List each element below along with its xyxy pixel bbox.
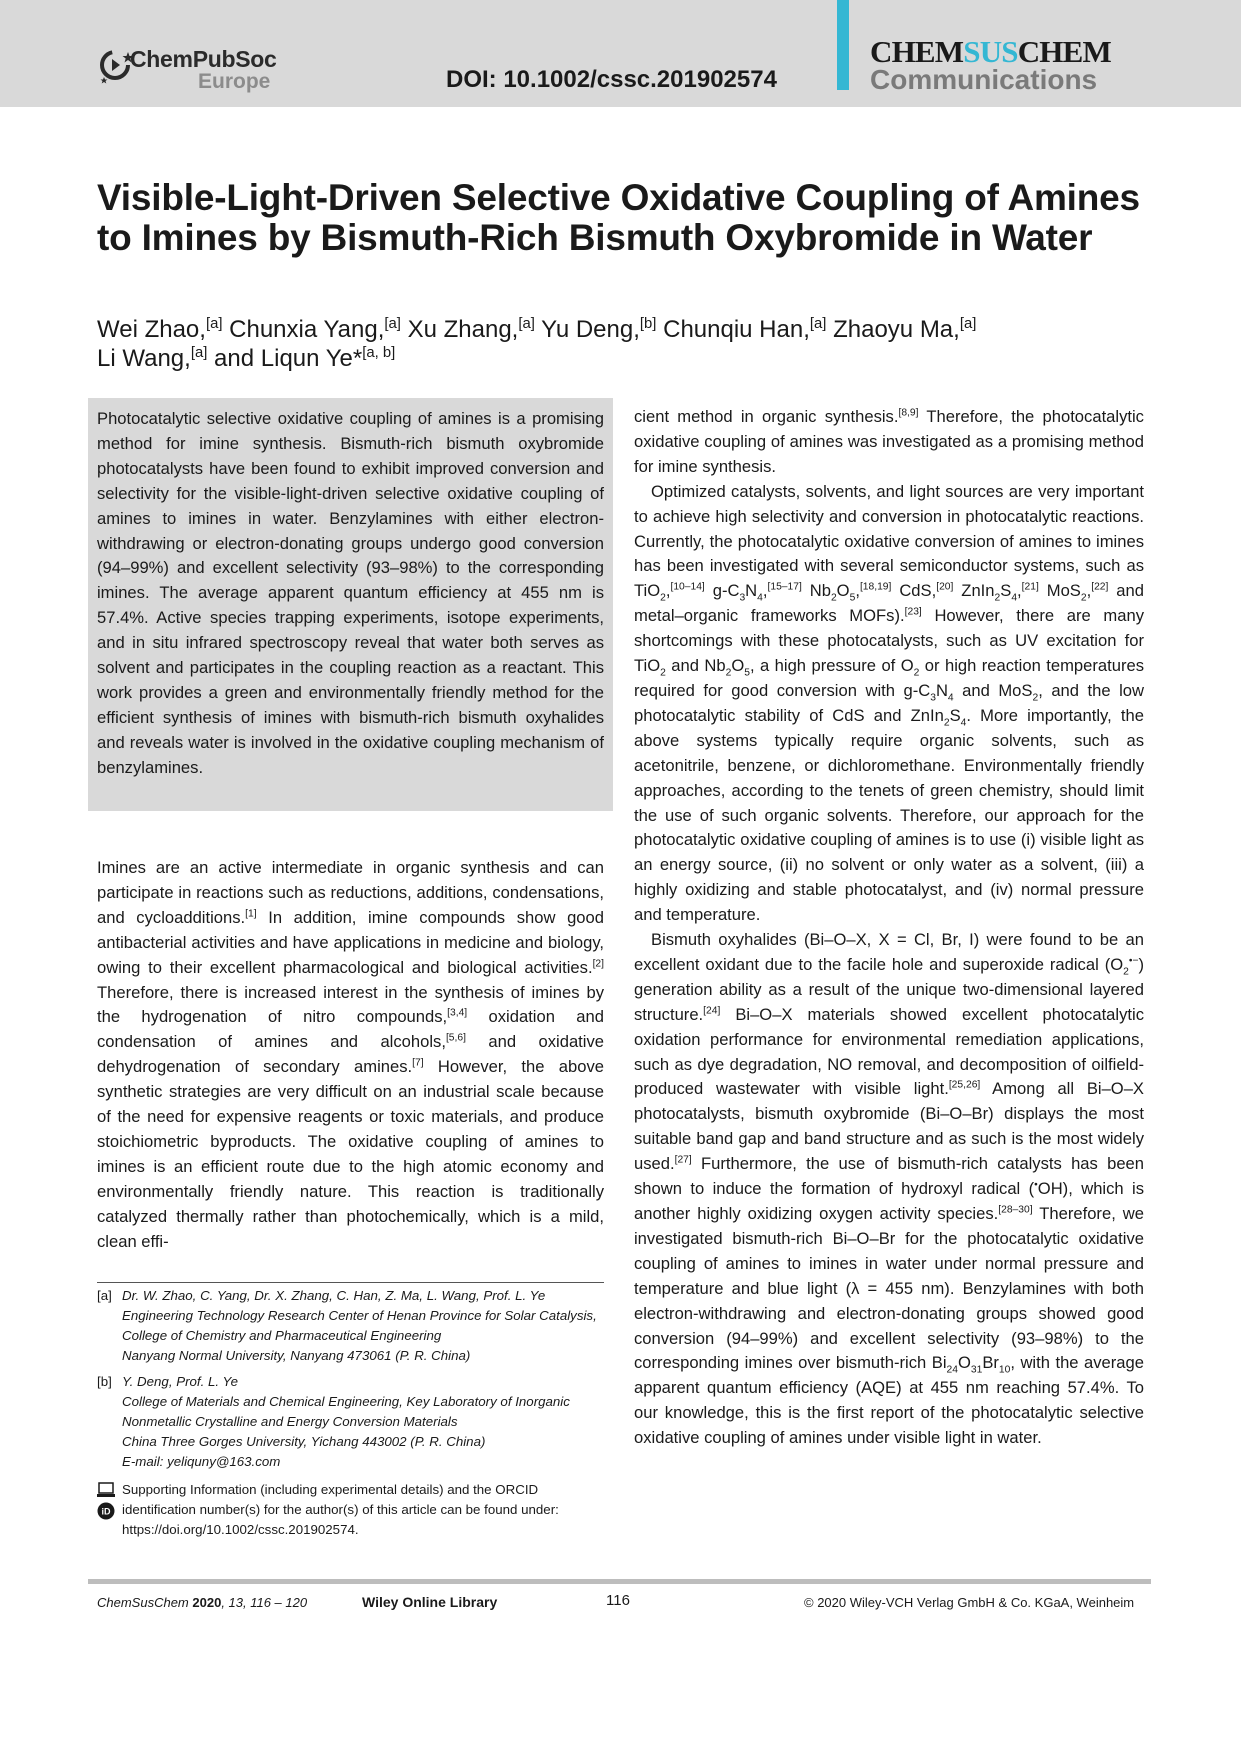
section-label: Communications <box>870 64 1098 95</box>
abstract: Photocatalytic selective oxidative coupling of amines is a promising method for imine synthesis. Bismuth-rich bismuth oxybromide photocatalysts have been found to exhibit improved conversion and selectivity for the visible-light-driven selective oxidative coupling of amines to imines in water. Benzylamines with either electron-withdrawing or electron-donating groups undergo good conversion (94–99%) and excellent selectivity (93–98%) to the corresponding imines. The average apparent quantum efficiency at 455 nm is 57.4%. Active species trapping experiments, isotope experiments, and in situ infrared spectroscopy reveal that water both serves as solvent and participates in the coupling reaction as a reactant. This work provides a green and environmentally friendly method for the efficient synthesis of imines with bismuth-rich bismuth oxyhalides and reveals water is involved in the oxidative coupling mechanism of benzylamines. <box>97 409 604 777</box>
body-paragraph: Imines are an active intermediate in organic synthesis and can participate in reactions such as reductions, additions, condensations, and cycloadditions.[1] In addition, imine compounds show good antibacterial activities and have applications in medicine and biology, owing to their excellent pharmacological and biological activities.[2] Therefore, there is increased interest in the synthesis of imines by the hydrogenation of nitro compounds,[3,4] oxidation and condensation of amines and alcohols,[5,6] and oxidative dehydrogenation of secondary amines.[7] However, the above synthetic strategies are very difficult on an industrial scale because of the need for expensive reagents or toxic materials, and produce stoichiometric byproducts. The oxidative coupling of amines to imines is an efficient route due to the high atomic economy and environmentally friendly nature. This reaction is traditionally catalyzed thermally rather than photochemically, which is a mild, clean effi- <box>97 858 605 1251</box>
accent-bar <box>837 0 849 90</box>
orcid-icon <box>97 1502 115 1520</box>
svg-text:iD: iD <box>101 1506 111 1517</box>
footer-rule <box>88 1579 1151 1584</box>
body-paragraph: Bismuth oxyhalides (Bi–O–X, X = Cl, Br, I) were found to be an excellent oxidant due to the facile hole and superoxide radical $(O_2^{•-})$ generation ability as a result of the unique two-dimensional layered structure.[24] Bi–O–X materials showed excellent photocatalytic oxidation performance for environmental remediation applications, such as dye degradation, NO removal, and decomposition of oilfield-produced wastewater with visible light.[25,26] Among all Bi–O–X photocatalysts, bismuth oxybromide (Bi–O–Br) displays the most suitable band gap and band structure and as such is the most widely used.[27] Furthermore, the use of bismuth-rich catalysts has been shown to induce the formation of hydroxyl radical (•OH), which is another highly oxidizing oxygen activity species.[28–30] Therefore, we investigated bismuth-rich Bi–O–Br for the photocatalytic oxidative coupling of amines to imines in water under normal pressure and temperature and blue light (λ = 455 nm). Benzylamines with both electron-withdrawing and electron-donating groups showed good conversion (94–99%) and excellent selectivity (93–98%) to the corresponding imines over bismuth-rich $Bi_{24}O_{31}Br_{10}$, with the average apparent quantum efficiency (AQE) at 455 nm reaching 57.4%. To our knowledge, this is the first report of the photocatalytic selective oxidative coupling of amines under visible light in water. <box>634 930 1145 1448</box>
author: Zhaoyu Ma,[a] <box>833 316 977 343</box>
author: Wei Zhao,[a] <box>97 316 223 343</box>
author: Yu Deng,[b] <box>541 316 657 343</box>
logo-name: ChemPubSoc <box>130 46 277 72</box>
footer-citation: ChemSusChem 2020, 13, 116 – 120 <box>97 1595 308 1610</box>
logo-sub: Europe <box>198 70 271 93</box>
footnote-b: [b] Y. Deng, Prof. L. Ye College of Materials and Chemical Engineering, Key Laboratory of Inorganic Nonmetallic Crystalline and Energy Conversion Materials China Three Gorges University, Yichang 443002 (P. R. China) E-mail: yeliquny@163.com <box>97 1374 570 1469</box>
footer-copyright: © 2020 Wiley-VCH Verlag GmbH & Co. KGaA, Weinheim <box>804 1595 1135 1610</box>
article-title: Visible-Light-Driven Selective Oxidative Coupling of Amines to Imines by Bismuth-Rich Bismuth Oxybromide in Water <box>97 177 1140 258</box>
supporting-info-note: iD Supporting Information (including experimental details) and the ORCID identification number(s) for the author(s) of this article can be found under: https://doi.org/10.1002/cssc.201902574. <box>97 1480 607 1540</box>
author: Chunqiu Han,[a] <box>663 316 827 343</box>
body-column-left <box>97 856 604 1255</box>
footnote-a: [a] Dr. W. Zhao, C. Yang, Dr. X. Zhang, C. Han, Z. Ma, L. Wang, Prof. L. Ye Engineering Technology Research Center of Henan Province for Solar Catalysis, College of Chemistry and Pharmaceutical Engineering Nanyang Normal University, Nanyang 473061 (P. R. China) <box>97 1288 597 1363</box>
journal-name: CHEMSUSCHEM <box>870 34 1111 69</box>
author: Chunxia Yang,[a] <box>229 316 401 343</box>
author: Li Wang,[a] <box>97 345 208 372</box>
body-column-right <box>634 405 1144 1451</box>
author: Xu Zhang,[a] <box>407 316 535 343</box>
page-number: 116 <box>606 1592 630 1609</box>
author: and Liqun Ye*[a, b] <box>214 345 396 372</box>
footnotes <box>97 1286 607 1540</box>
footer-library[interactable]: Wiley Online Library <box>362 1594 498 1610</box>
author-list <box>97 315 1157 373</box>
footnote-divider <box>97 1282 604 1283</box>
doi[interactable]: DOI: 10.1002/cssc.201902574 <box>446 66 777 93</box>
body-paragraph: Optimized catalysts, solvents, and light sources are very important to achieve high selectivity and conversion in photocatalytic reactions. Currently, the photocatalytic oxidative conversion of amines to imines has been investigated with several semiconductor systems, such as TiO$_2$,[10–14] $g-C_3N_4,[15-17]$ $Nb_2O_5,[18,19]$ CdS,[20] $ZnIn_2S_4,[21]$ MoS$_2$,[22] and metal–organic frameworks MOFs).[23] However, there are many shortcomings with these photocatalysts, such as UV excitation for TiO$_2$ and $Nb_2O_5$, a high pressure of $O_2$ or high reaction temperatures required for good conversion with $g-C_3N_4$ and MoS$_2$, and the low photocatalytic stability of CdS and $ZnIn_2S_4$. More importantly, the above systems typically require organic solvents, such as acetonitrile, benzene, or dichloromethane. Environmentally friendly approaches, according to the tenets of green chemistry, should limit the use of such organic solvents. Therefore, our approach for the photocatalytic oxidative coupling of amines is to use (i) visible light as an energy source, (ii) no solvent or only water as a solvent, (iii) a highly oxidizing and stable photocatalyst, and (iv) normal pressure and temperature. <box>634 481 1145 925</box>
body-paragraph: cient method in organic synthesis.[8,9] Therefore, the photocatalytic oxidative coupling of amines was investigated as a promising method for imine synthesis. <box>634 407 1144 476</box>
computer-icon <box>97 1482 115 1498</box>
